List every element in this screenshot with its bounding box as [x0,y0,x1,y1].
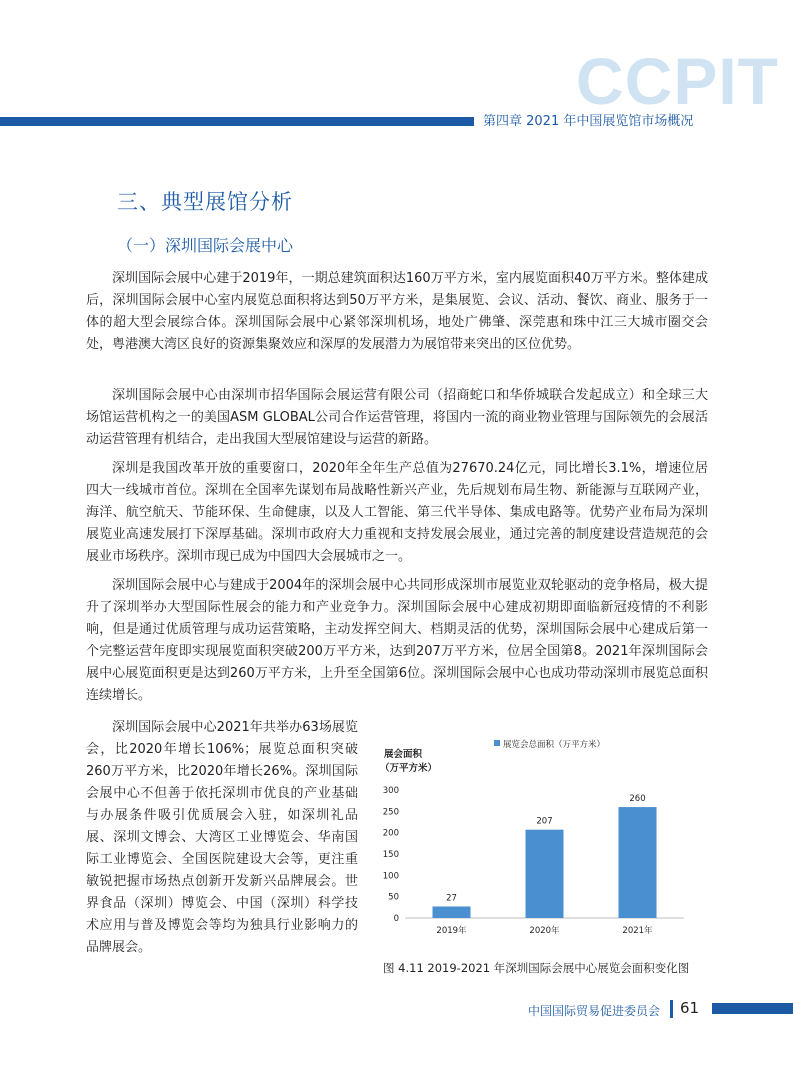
paragraph-4: 深圳国际会展中心与建成于2004年的深圳会展中心共同形成深圳市展览业双轮驱动的竞争格局，极大提升了深圳举办大型国际性展会的能力和产业竞争力。深圳国际会展中心建成初期即面临新冠疫情的不利影响，但是通过优质管理与成功运营策略，主动发挥空间大、档期灵活的优势，深圳国际会展中心建成后第一个完整运营年度即实现展览面积突破200万平方米，达到207万平方米，位居全国第8。2021年深圳国际会展中心展览面积更是达到260万平方米，上升至全国第6位。深圳国际会展中心也成功带动深圳市展览总面积连续增长。 [86,578,708,703]
paragraph-2: 深圳国际会展中心由深圳市招华国际会展运营有限公司（招商蛇口和华侨城联合发起成立）和全球三大场馆运营机构之一的美国ASM GLOBAL公司合作运营管理，将国内一流的商业物业管理与国际领先的会展活动运营管理有机结合，走出我国大型展馆建设与运营的新路。 [86,388,708,447]
footer-bar [712,1003,793,1014]
bar-chart [370,735,700,975]
y-tick-label: 300 [382,786,399,796]
y-tick-label: 100 [382,871,399,882]
header-bar [0,117,474,126]
footer-org: 中国国际贸易促进委员会 [528,1004,661,1018]
paragraph-1: 深圳国际会展中心建于2019年，一期总建筑面积达160万平方米，室内展览面积40万平方米。整体建成后，深圳国际会展中心室内展览总面积将达到50万平方米，是集展览、会议、活动、餐饮、商业、服务于一体的超大型会展综合体。深圳国际会展中心紧邻深圳机场，地处广佛肇、深莞惠和珠中江三大城市圈交会处，粤港澳大湾区良好的资源集聚效应和深厚的发展潜力为展馆带来突出的区位优势。 [86,271,708,352]
y-axis-label-unit: （万平方米） [380,763,438,774]
footer-separator [670,1000,673,1018]
y-tick-label: 250 [382,807,399,818]
legend-swatch [494,740,500,746]
page-number: 61 [680,999,700,1017]
side-paragraph: 深圳国际会展中心2021年共举办63场展览会，比2020年增长106%；展览总面积突破260万平方米，比2020年增长26%。深圳国际会展中心不但善于依托深圳市优良的产业基础与办展条件吸引优质展会入驻，如深圳礼品展、深圳文博会、大湾区工业博览会、华南国际工业博览会、全国医院建设大会等，更注重敏锐把握市场热点创新开发新兴品牌展会。世界食品（深圳）博览会、中国（深圳）科学技术应用与普及博览会等均为独具行业影响力的品牌展会。 [86,720,358,955]
x-tick-label: 2021年 [622,926,653,936]
y-tick-label: 0 [393,914,399,924]
y-tick-label: 150 [382,850,399,860]
bar [526,830,564,918]
paragraph-3: 深圳是我国改革开放的重要窗口，2020年全年生产总值为27670.24亿元，同比增长3.1%，增速位居四大一线城市首位。深圳在全国率先谋划布局战略性新兴产业，先后规划布局生物、新能源与互联网产业，海洋、航空航天、节能环保、生命健康，以及人工智能、第三代半导体、集成电路等。优势产业布局为深圳展览业高速发展打下深厚基础。深圳市政府大力重视和支持发展会展业，通过完善的制度建设营造规范的会展业市场秩序。深圳市现已成为中国四大会展城市之一。 [86,461,708,564]
bar-value-label: 207 [536,816,553,827]
section-title: 三、典型展馆分析 [117,190,293,214]
x-tick-label: 2019年 [436,926,467,936]
y-axis-label: 展会面积 [384,749,423,760]
bar [433,906,471,918]
ccpit-logo: CCPIT [576,44,779,118]
subsection-title: （一）深圳国际会展中心 [117,236,294,255]
x-tick-label: 2020年 [529,926,560,936]
legend-label: 展览会总面积（万平方米） [503,740,606,750]
bar [619,807,657,918]
figure-caption: 图 4.11 2019-2021 年深圳国际会展中心展览会面积变化图 [383,961,690,975]
chapter-header: 第四章 2021 年中国展览馆市场概况 [483,114,694,129]
y-tick-label: 200 [382,828,399,839]
bar-value-label: 27 [446,893,457,904]
y-tick-label: 50 [388,892,399,903]
bar-value-label: 260 [629,794,646,805]
